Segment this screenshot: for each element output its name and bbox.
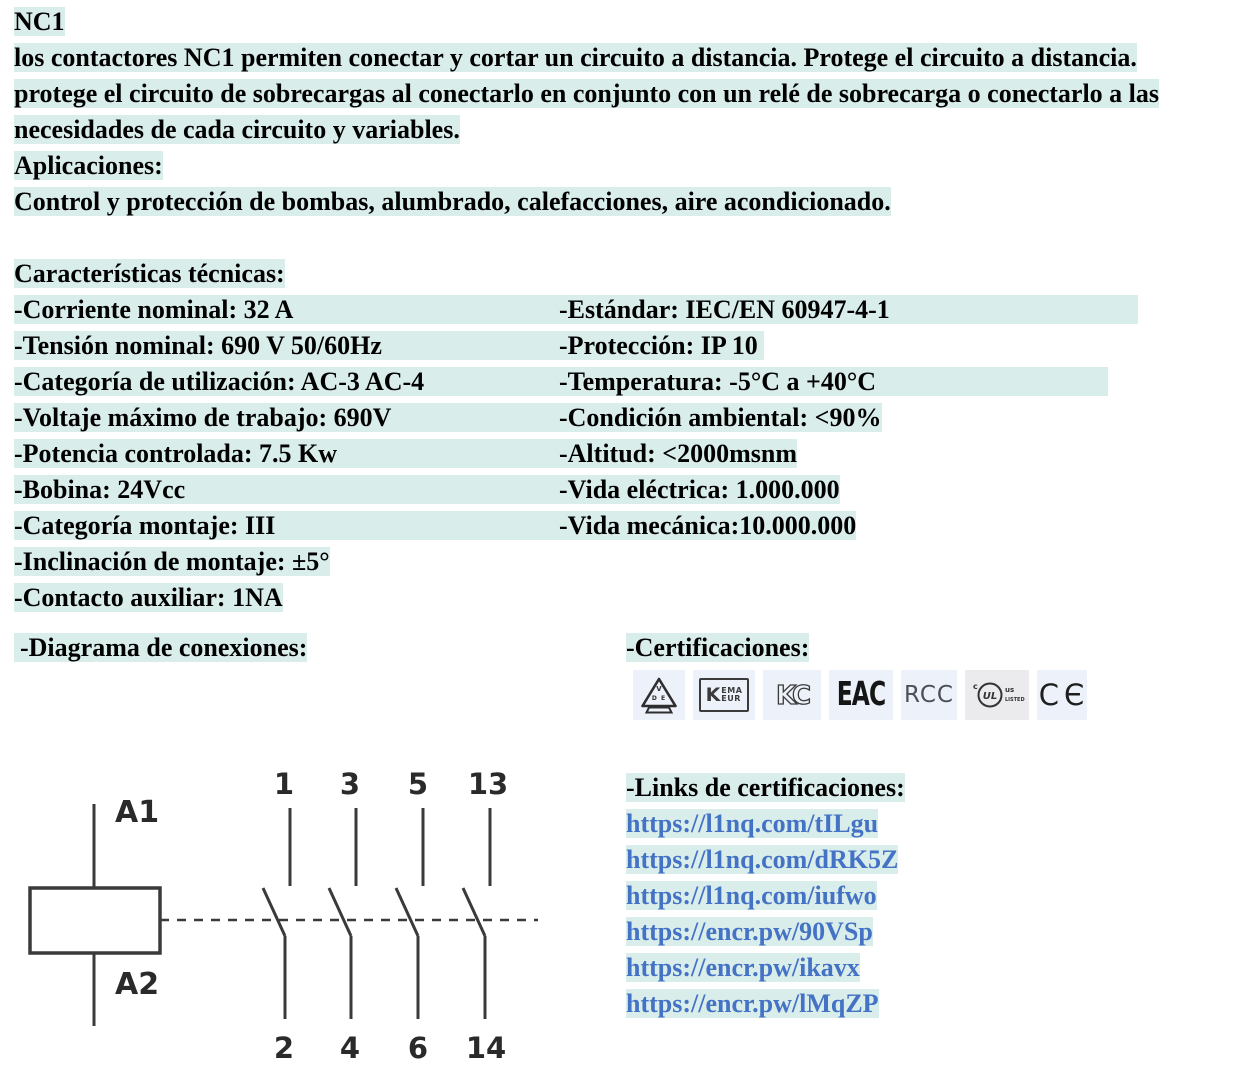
coil-terminal-a2-label: A2 (115, 967, 160, 1002)
pole-top-label: 5 (407, 767, 429, 801)
certification-link[interactable]: https://l1nq.com/iufwo (626, 881, 877, 910)
spec-left: -Voltaje máximo de trabajo: 690V (14, 403, 392, 432)
specs-list (14, 292, 1226, 616)
certification-link[interactable]: https://encr.pw/lMqZP (626, 989, 879, 1018)
product-description-line (14, 40, 1226, 148)
certifications-heading: -Certificaciones: (626, 633, 810, 662)
pole-blade (463, 888, 485, 936)
spec-row (14, 508, 1226, 544)
pole-bottom-label: 6 (407, 1031, 429, 1065)
svg-text:us: us (1005, 686, 1015, 694)
pole-top-label: 13 (467, 767, 509, 801)
spacer (14, 220, 1226, 256)
spec-row (14, 580, 1226, 616)
applications-text-line (14, 184, 1226, 220)
connection-diagram (8, 766, 570, 1074)
pole-top-label: 3 (339, 767, 361, 801)
spec-right: -Altitud: <2000msnm (559, 439, 797, 468)
svg-text:LISTED: LISTED (1005, 697, 1025, 703)
coil-terminal-a1-label: A1 (115, 795, 160, 830)
certifications-heading-line (626, 630, 1087, 666)
spec-right: -Temperatura: -5°C a +40°C (559, 367, 876, 396)
pole-bottom-label: 14 (465, 1031, 507, 1065)
diagram-heading: -Diagrama de conexiones: (14, 633, 307, 662)
page-title-line (14, 4, 1226, 40)
page-title: NC1 (14, 7, 65, 36)
kc-icon (763, 670, 821, 720)
pole-top-label: 1 (273, 767, 295, 801)
svg-text:V: V (656, 685, 662, 693)
pole-bottom-label: 2 (273, 1031, 295, 1065)
rcc-icon: RCC (901, 670, 957, 720)
svg-text:D E: D E (651, 695, 667, 702)
specs-heading-line (14, 256, 1226, 292)
applications-label: Aplicaciones: (14, 151, 163, 180)
spec-left: -Categoría montaje: III (14, 511, 276, 540)
certification-link[interactable]: https://encr.pw/90VSp (626, 917, 873, 946)
applications-label-line (14, 148, 1226, 184)
spec-row (14, 544, 1226, 580)
certification-link-line (626, 950, 905, 986)
certification-link[interactable]: https://l1nq.com/dRK5Z (626, 845, 899, 874)
certifications-block (626, 630, 1090, 720)
ul-listed-icon (965, 670, 1029, 720)
certification-link[interactable]: https://l1nq.com/tILgu (626, 809, 879, 838)
certification-link-line (626, 914, 905, 950)
pole-blade (263, 888, 285, 936)
certification-link-line (626, 878, 905, 914)
spec-left: -Contacto auxiliar: 1NA (14, 583, 283, 612)
kema-keur-icon: K EMA EUR (693, 670, 755, 720)
certification-icons (633, 670, 1090, 720)
certification-link-line (626, 986, 905, 1022)
svg-text:UL: UL (982, 691, 998, 702)
applications-text: Control y protección de bombas, alumbrado, calefacciones, aire acondicionado. (14, 187, 891, 216)
spec-left: -Bobina: 24Vcc (14, 475, 186, 504)
certification-link-line (626, 806, 905, 842)
spec-left: -Categoría de utilización: AC-3 AC-4 (14, 367, 425, 396)
vde-triangle-icon (633, 670, 685, 720)
pole-blade (329, 888, 351, 936)
spec-right: -Vida eléctrica: 1.000.000 (559, 475, 840, 504)
links-heading-line (626, 770, 905, 806)
specs-heading: Características técnicas: (14, 259, 285, 288)
spec-row (14, 472, 1226, 508)
svg-text:KC: KC (775, 681, 809, 711)
spec-row (14, 292, 1226, 328)
spec-right: -Protección: IP 10 (559, 331, 758, 360)
certification-links-block (626, 770, 905, 1022)
coil-box (30, 888, 160, 953)
links-heading: -Links de certificaciones: (626, 773, 905, 802)
certification-link[interactable]: https://encr.pw/ikavx (626, 953, 860, 982)
bottom-section (14, 630, 1226, 1076)
spec-left: -Inclinación de montaje: ±5° (14, 547, 330, 576)
spec-right: -Estándar: IEC/EN 60947-4-1 (559, 295, 890, 324)
eac-icon: EAC (829, 670, 893, 720)
spec-right: -Condición ambiental: <90% (559, 403, 882, 432)
spec-left: -Tensión nominal: 690 V 50/60Hz (14, 331, 382, 360)
spec-row (14, 436, 1226, 472)
product-description: los contactores NC1 permiten conectar y cortar un circuito a distancia. Protege el circuito a distancia. protege el circuito de sobrecargas al conectarlo en conjunto con un relé de sobrecarga o conectarlo a las necesidades de cada circuito y variables. (14, 43, 1160, 144)
spec-left: -Potencia controlada: 7.5 Kw (14, 439, 338, 468)
diagram-heading-line (14, 630, 307, 666)
spec-row (14, 364, 1226, 400)
ce-icon: CЄ (1037, 670, 1087, 720)
spec-left: -Corriente nominal: 32 A (14, 295, 294, 324)
pole-bottom-label: 4 (339, 1031, 361, 1065)
spec-row (14, 400, 1226, 436)
certification-link-line (626, 842, 905, 878)
spec-right: -Vida mecánica:10.000.000 (559, 511, 857, 540)
pole-blade (396, 888, 418, 936)
spec-row (14, 328, 1226, 364)
svg-text:c: c (973, 682, 978, 691)
